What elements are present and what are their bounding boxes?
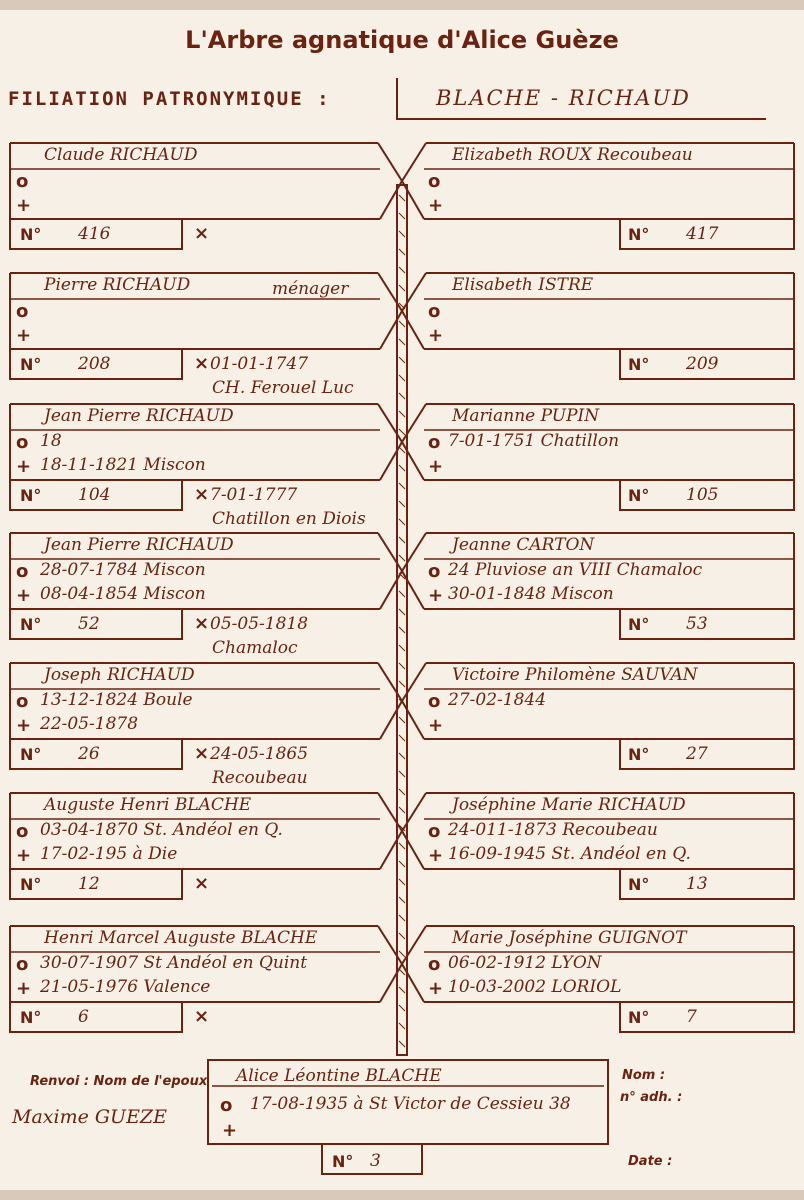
marriage-date: 05-05-1818 [210, 614, 309, 634]
cross-line [378, 273, 402, 311]
wife-birth-symbol: o [428, 821, 441, 842]
wife-number-label: N° [628, 355, 650, 374]
wife-number-label: N° [628, 875, 650, 894]
husband-name: Jean Pierre RICHAUD [44, 406, 234, 426]
trunk-knot [399, 483, 405, 489]
trunk-knot [399, 375, 405, 381]
husband-number-label: N° [20, 486, 42, 505]
wife-death-symbol: + [428, 195, 444, 216]
trunk-knot [399, 897, 405, 903]
husband-death-symbol: + [16, 456, 32, 477]
trunk-knot [399, 267, 405, 273]
trunk-knot [399, 717, 405, 723]
wife-death-symbol: + [428, 325, 444, 346]
nom-label: Nom : [622, 1068, 666, 1083]
trunk-knot [399, 681, 405, 687]
wife-name: Victoire Philomène SAUVAN [452, 665, 698, 685]
marriage-symbol: × [194, 353, 210, 374]
wife-number-label: N° [628, 225, 650, 244]
husband-birth-symbol: o [16, 301, 29, 322]
wife-name: Marie Joséphine GUIGNOT [452, 928, 687, 948]
wife-number: 7 [686, 1007, 697, 1027]
wife-death: 30-01-1848 Miscon [448, 584, 614, 604]
trunk-knot [399, 645, 405, 651]
trunk-knot [399, 519, 405, 525]
husband-number-label: N° [20, 875, 42, 894]
husband-birth: 18 [40, 431, 62, 451]
wife-birth: 24 Pluviose an VIII Chamaloc [448, 560, 703, 580]
husband-name: Claude RICHAUD [44, 145, 198, 165]
wife-death-symbol: + [428, 715, 444, 736]
wife-death-symbol: + [428, 456, 444, 477]
wife-number: 209 [686, 354, 719, 374]
trunk-knot [399, 285, 405, 291]
trunk-knot [399, 321, 405, 327]
husband-number-label: N° [20, 355, 42, 374]
wife-number-label: N° [628, 486, 650, 505]
cross-line [378, 926, 402, 964]
wife-number: 13 [686, 874, 708, 894]
wife-number: 27 [686, 744, 708, 764]
marriage-date: 01-01-1747 [210, 354, 309, 374]
husband-birth: 13-12-1824 Boule [40, 690, 193, 710]
trunk-knot [399, 447, 405, 453]
wife-death: 16-09-1945 St. Andéol en Q. [448, 844, 691, 864]
marriage-place: CH. Ferouel Luc [212, 378, 354, 398]
husband-number-label: N° [20, 615, 42, 634]
cross-line [402, 926, 426, 964]
trunk-knot [399, 915, 405, 921]
marriage-symbol: × [194, 1006, 210, 1027]
husband-birth-symbol: o [16, 171, 29, 192]
cross-line [402, 533, 426, 571]
wife-birth: 27-02-1844 [448, 690, 547, 710]
wife-birth: 24-011-1873 Recoubeau [448, 820, 658, 840]
husband-death: 21-05-1976 Valence [40, 977, 211, 997]
cross-line [378, 533, 402, 571]
trunk-knot [399, 933, 405, 939]
trunk-knot [399, 987, 405, 993]
husband-name: Pierre RICHAUD [44, 275, 191, 295]
husband-name: Henri Marcel Auguste BLACHE [44, 928, 318, 948]
marriage-symbol: × [194, 613, 210, 634]
husband-name: Joseph RICHAUD [44, 665, 195, 685]
wife-death-symbol: + [428, 978, 444, 999]
cross-line [402, 311, 424, 349]
cross-line [378, 143, 402, 181]
cross-line [402, 571, 424, 609]
cross-line [378, 663, 402, 701]
wife-birth-symbol: o [428, 171, 441, 192]
cross-line [380, 442, 402, 480]
marriage-date: 24-05-1865 [210, 744, 309, 764]
husband-name: Jean Pierre RICHAUD [44, 535, 234, 555]
wife-birth-symbol: o [428, 432, 441, 453]
trunk-knot [399, 753, 405, 759]
trunk-knot [399, 231, 405, 237]
subject-name: Alice Léontine BLACHE [236, 1066, 442, 1086]
husband-death-symbol: + [16, 585, 32, 606]
wife-number-label: N° [628, 615, 650, 634]
trunk-knot [399, 807, 405, 813]
cross-line [402, 143, 426, 181]
husband-number: 416 [78, 224, 111, 244]
wife-name: Elizabeth ROUX Recoubeau [452, 145, 693, 165]
bottom-border [0, 1190, 804, 1200]
trunk-knot [399, 537, 405, 543]
marriage-date: 7-01-1777 [210, 485, 298, 505]
subject-number-label: N° [332, 1152, 354, 1171]
wife-number: 105 [686, 485, 719, 505]
husband-number: 26 [78, 744, 100, 764]
husband-name: Auguste Henri BLACHE [44, 795, 252, 815]
trunk-knot [399, 393, 405, 399]
cross-line [402, 404, 426, 442]
trunk-knot [399, 663, 405, 669]
trunk-knot [399, 951, 405, 957]
trunk-knot [399, 969, 405, 975]
subject-birth-symbol: o [220, 1095, 233, 1116]
wife-death-symbol: + [428, 585, 444, 606]
cross-line [402, 181, 424, 219]
page-title: L'Arbre agnatique d'Alice Guèze [185, 26, 619, 54]
date-label: Date : [628, 1154, 673, 1169]
husband-death: 08-04-1854 Miscon [40, 584, 206, 604]
husband-death-symbol: + [16, 325, 32, 346]
husband-birth-symbol: o [16, 561, 29, 582]
trunk-knot [399, 213, 405, 219]
subject-birth: 17-08-1935 à St Victor de Cessieu 38 [250, 1094, 571, 1114]
husband-birth: 03-04-1870 St. Andéol en Q. [40, 820, 283, 840]
marriage-symbol: × [194, 223, 210, 244]
husband-birth-symbol: o [16, 432, 29, 453]
cross-line [380, 311, 402, 349]
wife-birth: 06-02-1912 LYON [448, 953, 602, 973]
cross-line [380, 571, 402, 609]
trunk-knot [399, 609, 405, 615]
husband-number: 52 [78, 614, 100, 634]
trunk-knot [399, 339, 405, 345]
marriage-place: Chatillon en Diois [212, 509, 366, 529]
cross-line [402, 831, 424, 869]
trunk-knot [399, 1041, 405, 1047]
wife-number: 417 [686, 224, 719, 244]
trunk-knot [399, 771, 405, 777]
wife-name: Jeanne CARTON [452, 535, 595, 555]
trunk-knot [399, 879, 405, 885]
renvoi-value: Maxime GUEZE [12, 1106, 168, 1128]
trunk-knot [399, 1005, 405, 1011]
husband-birth: 30-07-1907 St Andéol en Quint [40, 953, 308, 973]
subject-death-symbol: + [222, 1120, 238, 1141]
husband-number-label: N° [20, 225, 42, 244]
husband-number-label: N° [20, 1008, 42, 1027]
wife-birth: 7-01-1751 Chatillon [448, 431, 620, 451]
trunk-knot [399, 843, 405, 849]
marriage-symbol: × [194, 873, 210, 894]
trunk-knot [399, 861, 405, 867]
trunk-knot [399, 591, 405, 597]
wife-birth-symbol: o [428, 301, 441, 322]
cross-line [402, 793, 426, 831]
wife-birth-symbol: o [428, 561, 441, 582]
husband-death-symbol: + [16, 195, 32, 216]
cross-line [378, 404, 402, 442]
husband-number: 104 [78, 485, 111, 505]
wife-number-label: N° [628, 1008, 650, 1027]
filiation-label: FILIATION PATRONYMIQUE : [8, 88, 331, 110]
marriage-symbol: × [194, 484, 210, 505]
cross-line [402, 964, 424, 1002]
trunk-knot [399, 1023, 405, 1029]
husband-occupation: ménager [272, 279, 349, 299]
wife-death: 10-03-2002 LORIOL [448, 977, 622, 997]
cross-line [402, 442, 424, 480]
husband-death-symbol: + [16, 715, 32, 736]
husband-birth: 28-07-1784 Miscon [40, 560, 206, 580]
cross-line [402, 273, 426, 311]
renvoi-label: Renvoi : Nom de l'epoux [30, 1074, 208, 1089]
husband-number-label: N° [20, 745, 42, 764]
marriage-place: Chamaloc [212, 638, 298, 658]
trunk-knot [399, 411, 405, 417]
adh-label: n° adh. : [620, 1090, 683, 1105]
husband-death: 18-11-1821 Miscon [40, 455, 206, 475]
wife-number: 53 [686, 614, 708, 634]
trunk-knot [399, 249, 405, 255]
husband-death: 22-05-1878 [40, 714, 139, 734]
husband-number: 208 [78, 354, 111, 374]
husband-birth-symbol: o [16, 954, 29, 975]
wife-birth-symbol: o [428, 954, 441, 975]
wife-number-label: N° [628, 745, 650, 764]
filiation-value: BLACHE - RICHAUD [436, 86, 691, 110]
cross-line [380, 701, 402, 739]
trunk-knot [399, 429, 405, 435]
cross-line [402, 663, 426, 701]
trunk-knot [399, 789, 405, 795]
husband-death-symbol: + [16, 978, 32, 999]
marriage-symbol: × [194, 743, 210, 764]
wife-name: Elisabeth ISTRE [452, 275, 594, 295]
trunk-knot [399, 501, 405, 507]
wife-birth-symbol: o [428, 691, 441, 712]
husband-number: 6 [78, 1007, 89, 1027]
trunk-knot [399, 195, 405, 201]
trunk-knot [399, 555, 405, 561]
trunk-knot [399, 735, 405, 741]
wife-death-symbol: + [428, 845, 444, 866]
trunk-knot [399, 465, 405, 471]
subject-number: 3 [370, 1151, 381, 1171]
trunk-knot [399, 357, 405, 363]
cross-line [378, 793, 402, 831]
wife-name: Joséphine Marie RICHAUD [452, 795, 686, 815]
cross-line [380, 831, 402, 869]
husband-death: 17-02-195 à Die [40, 844, 178, 864]
marriage-place: Recoubeau [212, 768, 308, 788]
husband-number: 12 [78, 874, 100, 894]
wife-name: Marianne PUPIN [452, 406, 600, 426]
husband-birth-symbol: o [16, 821, 29, 842]
cross-line [380, 964, 402, 1002]
husband-birth-symbol: o [16, 691, 29, 712]
husband-death-symbol: + [16, 845, 32, 866]
trunk-knot [399, 627, 405, 633]
cross-line [402, 701, 424, 739]
